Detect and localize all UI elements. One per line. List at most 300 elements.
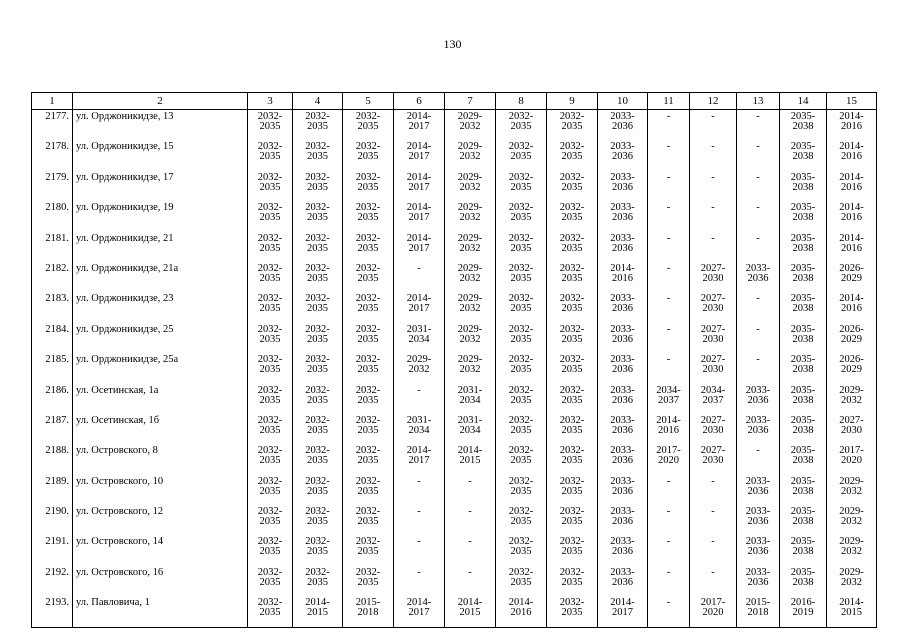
period-value: 2032- 2035 bbox=[305, 445, 330, 467]
period-value: 2027- 2030 bbox=[839, 414, 864, 436]
period-value: - bbox=[756, 445, 760, 457]
period-value: 2035- 2038 bbox=[790, 323, 816, 345]
header-cell: 9 bbox=[547, 93, 598, 110]
period-cell bbox=[690, 566, 737, 596]
period-cell bbox=[445, 475, 496, 505]
period-cell bbox=[293, 505, 343, 535]
row-address: ул. Орджоникидзе, 25а bbox=[73, 353, 248, 383]
period-cell bbox=[343, 323, 394, 353]
period-cell bbox=[394, 323, 445, 353]
period-cell bbox=[394, 201, 445, 231]
period-cell bbox=[690, 475, 737, 505]
period-cell bbox=[648, 353, 690, 383]
period-cell bbox=[445, 292, 496, 322]
period-value: 2032- 2035 bbox=[559, 445, 585, 467]
period-cell bbox=[547, 323, 598, 353]
row-number: 2180. bbox=[32, 201, 73, 231]
schedule-table bbox=[31, 92, 877, 628]
period-value: 2014- 2015 bbox=[457, 597, 483, 619]
table-row bbox=[32, 596, 877, 627]
period-value: 2029- 2032 bbox=[457, 141, 483, 163]
period-cell bbox=[827, 384, 877, 414]
period-value: 2035- 2038 bbox=[790, 475, 816, 497]
period-cell bbox=[690, 353, 737, 383]
period-cell bbox=[690, 505, 737, 535]
period-cell bbox=[780, 323, 827, 353]
period-cell bbox=[737, 232, 780, 262]
period-value: 2032- 2035 bbox=[559, 384, 585, 406]
period-cell bbox=[780, 292, 827, 322]
period-cell bbox=[827, 110, 877, 141]
period-cell bbox=[293, 384, 343, 414]
period-cell bbox=[293, 140, 343, 170]
row-address: ул. Осетинская, 1б bbox=[73, 414, 248, 444]
period-value: 2032- 2035 bbox=[508, 293, 534, 315]
period-value: 2031- 2034 bbox=[457, 384, 483, 406]
period-value: 2032- 2035 bbox=[257, 597, 283, 619]
period-cell bbox=[343, 566, 394, 596]
row-address: ул. Орджоникидзе, 25 bbox=[73, 323, 248, 353]
period-value: 2032- 2035 bbox=[305, 293, 330, 315]
period-value: 2032- 2035 bbox=[355, 141, 381, 163]
period-value: 2035- 2038 bbox=[790, 111, 816, 132]
period-value: 2014- 2016 bbox=[839, 141, 864, 163]
period-value: 2033- 2036 bbox=[610, 202, 635, 224]
period-cell bbox=[248, 596, 293, 627]
period-value: 2033- 2036 bbox=[745, 262, 771, 284]
period-value: 2032- 2035 bbox=[355, 323, 381, 345]
period-value: 2032- 2035 bbox=[355, 414, 381, 436]
period-value: 2032- 2035 bbox=[508, 384, 534, 406]
period-value: 2032- 2035 bbox=[355, 445, 381, 467]
period-cell bbox=[598, 444, 648, 474]
period-cell bbox=[445, 596, 496, 627]
period-value: 2032- 2035 bbox=[508, 232, 534, 254]
period-cell bbox=[648, 475, 690, 505]
period-cell bbox=[547, 110, 598, 141]
table-row bbox=[32, 384, 877, 414]
period-value: 2032- 2035 bbox=[559, 475, 585, 497]
period-value: 2027- 2030 bbox=[700, 262, 726, 284]
period-cell bbox=[293, 566, 343, 596]
period-value: 2014- 2016 bbox=[656, 414, 681, 436]
period-value: 2032- 2035 bbox=[305, 475, 330, 497]
period-cell bbox=[394, 262, 445, 292]
period-value: 2014- 2017 bbox=[406, 445, 432, 467]
period-cell bbox=[737, 323, 780, 353]
period-cell bbox=[827, 505, 877, 535]
period-value: - bbox=[666, 354, 671, 366]
period-value: 2032- 2035 bbox=[257, 445, 283, 467]
table-row bbox=[32, 444, 877, 474]
period-cell bbox=[780, 262, 827, 292]
period-value: 2032- 2035 bbox=[305, 414, 330, 436]
period-cell bbox=[394, 566, 445, 596]
period-cell bbox=[547, 596, 598, 627]
period-cell bbox=[394, 444, 445, 474]
period-value: 2035- 2038 bbox=[790, 202, 816, 224]
period-cell bbox=[690, 171, 737, 201]
period-value: 2029- 2032 bbox=[457, 232, 483, 254]
row-number: 2178. bbox=[32, 140, 73, 170]
period-cell bbox=[394, 110, 445, 141]
period-cell bbox=[598, 535, 648, 565]
period-cell bbox=[394, 292, 445, 322]
period-cell bbox=[648, 292, 690, 322]
period-value: 2032- 2035 bbox=[305, 111, 330, 132]
period-value: 2029- 2032 bbox=[457, 111, 483, 132]
period-value: 2034- 2037 bbox=[656, 384, 681, 406]
period-value: 2029- 2032 bbox=[457, 293, 483, 315]
period-cell bbox=[780, 201, 827, 231]
table-row bbox=[32, 171, 877, 201]
period-value: 2033- 2036 bbox=[745, 384, 771, 406]
period-cell bbox=[547, 384, 598, 414]
period-cell bbox=[648, 201, 690, 231]
period-cell bbox=[737, 292, 780, 322]
period-cell bbox=[547, 140, 598, 170]
period-value: 2032- 2035 bbox=[355, 566, 381, 588]
period-value: 2033- 2036 bbox=[610, 384, 635, 406]
period-cell bbox=[248, 384, 293, 414]
period-value: 2032- 2035 bbox=[305, 323, 330, 345]
table-body bbox=[32, 110, 877, 628]
period-cell bbox=[496, 353, 547, 383]
row-number: 2191. bbox=[32, 535, 73, 565]
period-cell bbox=[445, 110, 496, 141]
period-cell bbox=[445, 535, 496, 565]
period-value: 2014- 2017 bbox=[406, 597, 432, 619]
period-cell bbox=[690, 262, 737, 292]
period-cell bbox=[293, 475, 343, 505]
period-value: 2029- 2032 bbox=[457, 262, 483, 284]
row-number: 2188. bbox=[32, 444, 73, 474]
period-value: 2014- 2017 bbox=[610, 597, 635, 619]
period-cell bbox=[496, 444, 547, 474]
period-cell bbox=[547, 535, 598, 565]
period-value: 2029- 2032 bbox=[839, 384, 864, 406]
period-value: 2032- 2035 bbox=[305, 232, 330, 254]
period-cell bbox=[293, 596, 343, 627]
period-cell bbox=[648, 323, 690, 353]
period-value: - bbox=[468, 475, 472, 487]
period-value: - bbox=[417, 262, 421, 274]
period-value: 2035- 2038 bbox=[790, 171, 816, 193]
period-cell bbox=[445, 353, 496, 383]
period-cell bbox=[343, 384, 394, 414]
period-cell bbox=[648, 535, 690, 565]
period-value: 2032- 2035 bbox=[305, 262, 330, 284]
period-value: 2017- 2020 bbox=[656, 445, 681, 467]
table-row bbox=[32, 505, 877, 535]
period-value: 2033- 2036 bbox=[610, 536, 635, 558]
period-value: 2032- 2035 bbox=[257, 475, 283, 497]
period-value: 2014- 2017 bbox=[406, 293, 432, 315]
period-cell bbox=[547, 414, 598, 444]
period-value: - bbox=[666, 262, 671, 274]
period-cell bbox=[598, 201, 648, 231]
header-cell: 1 bbox=[32, 93, 73, 110]
period-value: - bbox=[417, 566, 421, 578]
row-address: ул. Островского, 16 bbox=[73, 566, 248, 596]
period-cell bbox=[780, 535, 827, 565]
period-cell bbox=[343, 201, 394, 231]
period-cell bbox=[648, 171, 690, 201]
period-cell bbox=[496, 110, 547, 141]
period-value: 2032- 2035 bbox=[257, 111, 283, 132]
period-cell bbox=[690, 323, 737, 353]
period-cell bbox=[690, 110, 737, 141]
period-value: 2035- 2038 bbox=[790, 141, 816, 163]
period-value: - bbox=[711, 141, 715, 153]
row-number: 2189. bbox=[32, 475, 73, 505]
period-cell bbox=[394, 535, 445, 565]
period-cell bbox=[248, 353, 293, 383]
period-value: 2029- 2032 bbox=[839, 506, 864, 528]
period-cell bbox=[827, 171, 877, 201]
period-value: - bbox=[711, 171, 715, 183]
period-value: 2029- 2032 bbox=[839, 566, 864, 588]
period-cell bbox=[827, 353, 877, 383]
period-value: 2014- 2015 bbox=[839, 597, 864, 619]
period-value: - bbox=[756, 354, 760, 366]
period-cell bbox=[737, 596, 780, 627]
period-cell bbox=[827, 475, 877, 505]
page-number: 130 bbox=[443, 37, 462, 51]
period-cell bbox=[598, 292, 648, 322]
period-value: 2032- 2035 bbox=[257, 566, 283, 588]
period-cell bbox=[394, 140, 445, 170]
period-value: 2032- 2035 bbox=[508, 506, 534, 528]
row-address: ул. Орджоникидзе, 15 bbox=[73, 140, 248, 170]
period-cell bbox=[547, 262, 598, 292]
period-cell bbox=[648, 566, 690, 596]
period-value: 2032- 2035 bbox=[355, 293, 381, 315]
period-cell bbox=[445, 505, 496, 535]
period-value: - bbox=[666, 506, 671, 518]
table-row bbox=[32, 566, 877, 596]
period-cell bbox=[598, 353, 648, 383]
period-value: - bbox=[711, 475, 715, 487]
period-cell bbox=[293, 323, 343, 353]
period-value: - bbox=[417, 384, 421, 396]
period-cell bbox=[827, 535, 877, 565]
period-value: 2033- 2036 bbox=[610, 111, 635, 132]
row-address: ул. Орджоникидзе, 21а bbox=[73, 262, 248, 292]
period-cell bbox=[248, 171, 293, 201]
period-cell bbox=[343, 110, 394, 141]
row-number: 2192. bbox=[32, 566, 73, 596]
period-value: 2032- 2035 bbox=[257, 506, 283, 528]
period-value: 2032- 2035 bbox=[305, 384, 330, 406]
header-cell: 7 bbox=[445, 93, 496, 110]
row-address: ул. Островского, 10 bbox=[73, 475, 248, 505]
period-value: 2032- 2035 bbox=[257, 232, 283, 254]
period-value: 2032- 2035 bbox=[305, 202, 330, 224]
period-value: 2029- 2032 bbox=[839, 536, 864, 558]
period-cell bbox=[827, 232, 877, 262]
period-cell bbox=[445, 262, 496, 292]
period-value: 2027- 2030 bbox=[700, 323, 726, 345]
row-address: ул. Осетинская, 1а bbox=[73, 384, 248, 414]
period-value: - bbox=[756, 111, 760, 122]
period-cell bbox=[648, 384, 690, 414]
period-cell bbox=[496, 566, 547, 596]
period-cell bbox=[248, 110, 293, 141]
period-cell bbox=[293, 232, 343, 262]
period-value: 2014- 2017 bbox=[406, 232, 432, 254]
period-cell bbox=[445, 566, 496, 596]
period-cell bbox=[827, 323, 877, 353]
period-value: 2033- 2036 bbox=[610, 354, 635, 376]
row-address: ул. Островского, 12 bbox=[73, 505, 248, 535]
period-cell bbox=[445, 323, 496, 353]
period-value: 2026- 2029 bbox=[839, 323, 864, 345]
row-number: 2177. bbox=[32, 110, 73, 141]
period-value: - bbox=[666, 141, 671, 153]
period-cell bbox=[737, 353, 780, 383]
period-cell bbox=[690, 414, 737, 444]
period-value: 2032- 2035 bbox=[305, 566, 330, 588]
period-value: 2035- 2038 bbox=[790, 354, 816, 376]
period-cell bbox=[690, 292, 737, 322]
period-value: 2032- 2035 bbox=[257, 414, 283, 436]
period-cell bbox=[780, 414, 827, 444]
header-cell: 14 bbox=[780, 93, 827, 110]
period-value: - bbox=[666, 232, 671, 244]
period-cell bbox=[343, 292, 394, 322]
period-value: 2033- 2036 bbox=[610, 232, 635, 254]
header-cell: 6 bbox=[394, 93, 445, 110]
row-number: 2186. bbox=[32, 384, 73, 414]
period-value: - bbox=[666, 171, 671, 183]
period-cell bbox=[737, 110, 780, 141]
period-value: 2032- 2035 bbox=[559, 202, 585, 224]
period-value: 2032- 2035 bbox=[559, 506, 585, 528]
period-value: 2014- 2017 bbox=[406, 111, 432, 132]
period-value: 2029- 2032 bbox=[406, 354, 432, 376]
period-cell bbox=[293, 444, 343, 474]
period-cell bbox=[690, 384, 737, 414]
period-cell bbox=[248, 505, 293, 535]
period-value: 2032- 2035 bbox=[355, 536, 381, 558]
period-value: 2032- 2035 bbox=[305, 506, 330, 528]
period-value: 2032- 2035 bbox=[257, 354, 283, 376]
header-cell: 2 bbox=[73, 93, 248, 110]
period-value: 2014- 2016 bbox=[839, 293, 864, 315]
period-value: 2029- 2032 bbox=[457, 354, 483, 376]
period-value: 2029- 2032 bbox=[457, 202, 483, 224]
header-cell: 11 bbox=[648, 93, 690, 110]
period-cell bbox=[780, 171, 827, 201]
period-cell bbox=[445, 201, 496, 231]
table-row bbox=[32, 110, 877, 141]
period-cell bbox=[547, 292, 598, 322]
period-value: 2032- 2035 bbox=[257, 202, 283, 224]
period-cell bbox=[827, 444, 877, 474]
period-value: 2032- 2035 bbox=[355, 171, 381, 193]
period-cell bbox=[343, 535, 394, 565]
period-value: 2032- 2035 bbox=[559, 566, 585, 588]
period-value: 2014- 2017 bbox=[406, 141, 432, 163]
period-value: 2032- 2035 bbox=[305, 141, 330, 163]
period-value: 2032- 2035 bbox=[355, 232, 381, 254]
period-value: 2027- 2030 bbox=[700, 293, 726, 315]
period-value: - bbox=[711, 111, 715, 122]
period-cell bbox=[598, 171, 648, 201]
period-cell bbox=[496, 201, 547, 231]
period-cell bbox=[248, 201, 293, 231]
period-cell bbox=[737, 201, 780, 231]
period-value: 2031- 2034 bbox=[457, 414, 483, 436]
period-cell bbox=[827, 566, 877, 596]
period-value: 2035- 2038 bbox=[790, 293, 816, 315]
header-cell: 5 bbox=[343, 93, 394, 110]
period-cell bbox=[248, 566, 293, 596]
table-row bbox=[32, 232, 877, 262]
period-value: - bbox=[417, 475, 421, 487]
period-value: - bbox=[756, 202, 760, 214]
period-value: 2032- 2035 bbox=[508, 566, 534, 588]
period-value: - bbox=[417, 536, 421, 548]
period-cell bbox=[248, 475, 293, 505]
period-cell bbox=[598, 110, 648, 141]
period-cell bbox=[737, 505, 780, 535]
period-value: 2033- 2036 bbox=[745, 536, 771, 558]
period-cell bbox=[248, 292, 293, 322]
period-value: - bbox=[666, 202, 671, 214]
period-cell bbox=[496, 475, 547, 505]
period-cell bbox=[445, 444, 496, 474]
table-row bbox=[32, 535, 877, 565]
period-cell bbox=[827, 596, 877, 627]
period-value: 2032- 2035 bbox=[305, 354, 330, 376]
period-cell bbox=[496, 323, 547, 353]
period-value: 2035- 2038 bbox=[790, 414, 816, 436]
period-value: - bbox=[756, 323, 760, 335]
period-cell bbox=[248, 414, 293, 444]
period-value: - bbox=[756, 293, 760, 305]
period-value: 2029- 2032 bbox=[457, 323, 483, 345]
period-value: 2033- 2036 bbox=[610, 475, 635, 497]
period-value: - bbox=[711, 536, 715, 548]
period-cell bbox=[248, 444, 293, 474]
period-cell bbox=[598, 596, 648, 627]
period-value: 2029- 2032 bbox=[457, 171, 483, 193]
row-number: 2182. bbox=[32, 262, 73, 292]
period-cell bbox=[598, 475, 648, 505]
period-value: 2032- 2035 bbox=[355, 202, 381, 224]
period-cell bbox=[547, 444, 598, 474]
period-cell bbox=[827, 292, 877, 322]
period-cell bbox=[780, 384, 827, 414]
period-cell bbox=[496, 384, 547, 414]
period-cell bbox=[780, 475, 827, 505]
row-address: ул. Орджоникидзе, 17 bbox=[73, 171, 248, 201]
period-value: 2032- 2035 bbox=[559, 323, 585, 345]
period-cell bbox=[780, 353, 827, 383]
period-value: - bbox=[666, 597, 671, 609]
table-row bbox=[32, 353, 877, 383]
period-cell bbox=[737, 140, 780, 170]
period-value: 2017- 2020 bbox=[839, 445, 864, 467]
row-address: ул. Орджоникидзе, 13 bbox=[73, 110, 248, 141]
period-value: - bbox=[666, 111, 671, 122]
period-cell bbox=[248, 262, 293, 292]
header-row bbox=[32, 93, 877, 110]
row-number: 2183. bbox=[32, 292, 73, 322]
period-cell bbox=[248, 140, 293, 170]
